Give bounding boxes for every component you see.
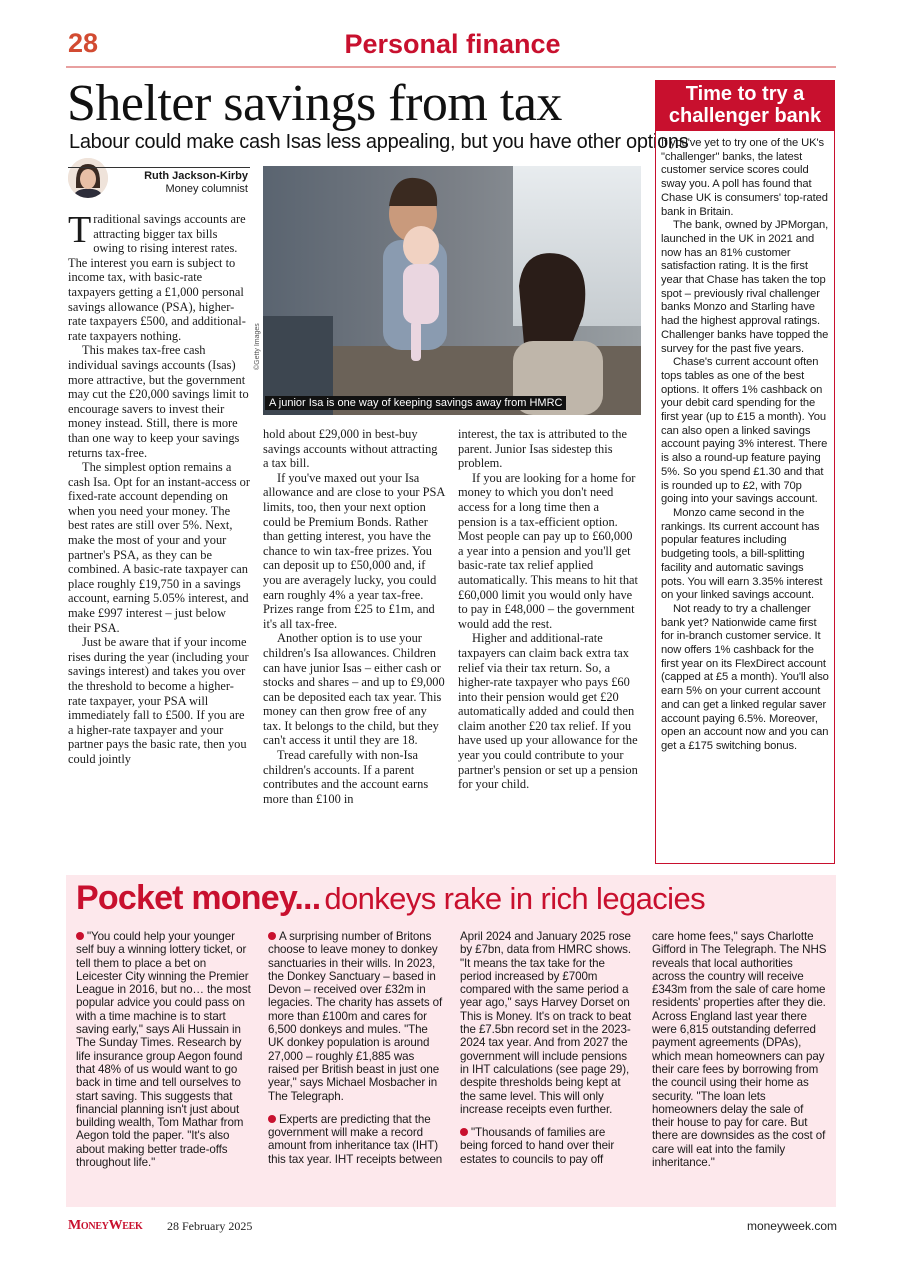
footer-brand-logo: MoneyWeek: [68, 1218, 143, 1233]
byline-divider: [68, 167, 250, 168]
pocket-money-item: "You could help your younger self buy a winning lottery ticket, or tell them to place a bet on Leicester City winning the Premier League in 2016, but no… the most popular advice you could pass on with a time machine is to start saving early," says Ali Hussain in The Sunday Times. Research by life insurance group Aegon found that 48% of us would want to go back in time and tell ourselves to start saving. This suggests that financial planning isn't just about building wealth, Tom Mathar from Aegon told the paper. "It's also about making better trade-offs throughout life.": [76, 930, 251, 1170]
article-paragraph: interest, the tax is attributed to the parent. Junior Isas sidestep this problem.: [458, 427, 627, 471]
pocket-money-item: "Thousands of families are being forced to hand over their estates to councils to pay off: [460, 1126, 615, 1166]
bullet-dot-icon: [460, 1128, 468, 1136]
article-column-3: [458, 427, 638, 792]
sidebar-paragraph: If you've yet to try one of the UK's "challenger" banks, the latest customer service scores could sway you. A poll has found that Chase UK is consumers' top-rated bank in Britain.: [661, 137, 828, 218]
pocket-money-item: April 2024 and January 2025 rose by £7bn, data from HMRC shows. "It means the tax take for the period increased by £700m compared with the same period a year ago," says Harvey Dorset on This is Money. It's on track to beat the £7.5bn record set in the 2023-2024 tax year. And from 2027 the government will include pensions in IHT calculations (see page 29), despite thresholds being kept at the same level. This will only increase receipts even further.: [460, 930, 632, 1116]
sidebar-title-line: challenger bank: [668, 105, 822, 127]
pocket-money-title: Pocket money...: [76, 879, 321, 917]
pocket-money-subtitle: donkeys rake in rich legacies: [324, 881, 705, 916]
pocket-money-item: care home fees," says Charlotte Gifford in The Telegraph. The NHS reveals that local authorities across the country will receive £343m from the sale of care home residents' properties after they die. Across England last year there were 6,815 outstanding deferred payment agreements (DPAs), which mean homeowners can pay their care fees by borrowing from the council using their home as security. "The loan lets homeowners delay the sale of their house to pay for care. But there are downsides as the cost of care will eat into the family inheritance.": [652, 930, 827, 1170]
article-paragraph: hold about £29,000 in best-buy savings accounts without attracting a tax bill.: [263, 427, 438, 471]
pocket-money-column-4: [652, 930, 828, 1179]
article-column-2: [263, 427, 445, 806]
author-avatar: [68, 158, 108, 198]
article-column-1: [68, 209, 251, 767]
sidebar-title-line: Time to try a: [685, 83, 805, 105]
bullet-dot-icon: [268, 932, 276, 940]
pocket-money-item: A surprising number of Britons choose to leave money to donkey sanctuaries in their wills. In 2023, the Donkey Sanctuary – based in Devon – received over £32m in legacies. The charity has assets of more than £100m and cares for 6,500 donkeys and mules. "The UK donkey population is around 27,000 – roughly £1,885 was raised per British beast in just one year," says Michael Mosbacher in The Telegraph.: [268, 930, 443, 1103]
byline-name: Ruth Jackson-Kirby: [144, 170, 248, 182]
bullet-dot-icon: [268, 1115, 276, 1123]
byline-role: Money columnist: [165, 183, 248, 195]
photo-caption: A junior Isa is one way of keeping savings away from HMRC: [265, 396, 566, 410]
article-paragraph: Another option is to use your children's Isa allowances. Children can have junior Isas – either cash or stocks and shares – and up to £9,000 can be deposited each tax year. This money can then grow free of any tax. It belongs to the child, but they can't access it until they are 18.: [263, 631, 445, 748]
article-paragraph: If you've maxed out your Isa allowance and are close to your PSA limits, too, then your next option could be Premium Bonds. Rather than getting interest, you have the chance to win tax-free prizes. You can deposit up to £50,000 and, if you are averagely lucky, you could earn roughly 4% a year tax-free. Prizes range from £25 to £1m, and it's all tax-free.: [263, 470, 445, 631]
header-divider: [66, 66, 836, 68]
article-paragraph: Traditional savings accounts are attracting bigger tax bills owing to rising interest rates. The interest you earn is subject to income tax, with basic-rate taxpayers getting a £1,000 personal savings allowance (PSA), higher-rate taxpayers £500, and additional-rate taxpayers nothing.: [68, 209, 246, 343]
article-standfirst: Labour could make cash Isas less appealing, but you have other options: [69, 131, 689, 153]
footer-date: 28 February 2025: [167, 1219, 253, 1233]
footer-url: moneyweek.com: [746, 1219, 837, 1233]
page-number: 28: [68, 28, 99, 58]
drop-cap: T: [68, 209, 92, 251]
sidebar-paragraph: Chase's current account often tops tables as one of the best options. It offers 1% cashback on your debit card spending for the first year (up to £15 a month). You can also open a linked savings account paying 3% interest. There is also a round-up feature paying 5%. So you spend £1.30 and that is rounded up to £2, with 70p going into your savings account.: [661, 356, 828, 506]
pocket-money-heading: [76, 879, 705, 918]
section-title: Personal finance: [344, 29, 561, 59]
article-paragraph: This makes tax-free cash individual savings accounts (Isas) more attractive, but the government may cut the £20,000 savings limit to encourage savers to invest their money instead. Still, there is more than one way to keep your savings returns tax-free.: [68, 343, 249, 460]
pocket-money-column-1: [76, 930, 254, 1179]
pocket-money-item: Experts are predicting that the government will make a record amount from inheritance tax (IHT) this tax year. IHT receipts between: [268, 1112, 443, 1166]
article-paragraph: Tread carefully with non-Isa children's accounts. If a parent contributes and the account earns more than £100 in: [263, 748, 429, 806]
sidebar-paragraph: Monzo came second in the rankings. Its current account has popular features including budgeting tools, a bill-splitting facility and automatic savings pots. You will earn 3.35% interest on your linked savings account.: [661, 506, 823, 602]
article-paragraph: Higher and additional-rate taxpayers can claim back extra tax relief via their tax return. So, a higher-rate taxpayer who pays £60 into their pension would get £20 automatically added and could then claim another £20 tax relief. If you have used up your allowance for the year you could contribute to your partner's pension or set up a pension for your child.: [458, 631, 638, 792]
pocket-money-column-3: [460, 930, 636, 1176]
article-paragraph: If you are looking for a home for money to which you don't need access for a long time then a pension is a tax-efficient option. Most people can pay up to £60,000 a year into a pension and you'll get basic-rate tax relief applied automatically. This means to hit that £60,000 limit you would only have to pay in £48,000 – the government would add the rest.: [458, 470, 638, 631]
sidebar-title: [655, 80, 835, 131]
bullet-dot-icon: [76, 932, 84, 940]
photo-credit: ©Getty Images: [254, 323, 261, 370]
sidebar-paragraph: The bank, owned by JPMorgan, launched in the UK in 2021 and now has an 81% customer satisfaction rating. It is the first year that Chase has taken the top spot – previously rival challenger banks Monzo and Starling have had the highest approval ratings. Challenger banks have topped the survey for the past five years.: [661, 219, 829, 355]
article-paragraph: The simplest option remains a cash Isa. Opt for an instant-access or fixed-rate account depending on when you need your money. The best rates are still over 5%. Next, make the most of your and your partner's PSA, as they can be combined. A basic-rate taxpayer can place roughly £19,750 in a savings account, earning 5.05% interest, and make £997 interest – just below their PSA.: [68, 460, 251, 635]
pocket-money-column-2: [268, 930, 444, 1176]
article-headline: Shelter savings from tax: [67, 75, 562, 132]
article-photo: [263, 166, 641, 415]
sidebar-box: [655, 131, 835, 864]
article-paragraph: Just be aware that if your income rises during the year (including your savings interest) and takes you over the threshold to become a higher-rate taxpayer, your PSA will immediately fall to £500. If you are a higher-rate taxpayer and your partner pays the basic rate, then you could jointly: [68, 635, 249, 766]
sidebar-paragraph: Not ready to try a challenger bank yet? Nationwide came first for in-branch customer service. It now offers 1% cashback for the first year on its FlexDirect account (capped at £5 a month). You'll also earn 5% on your current account and can get a linked regular saver account paying 6.5%. Moreover, open an account now and you can get a £175 switching bonus.: [661, 602, 829, 752]
